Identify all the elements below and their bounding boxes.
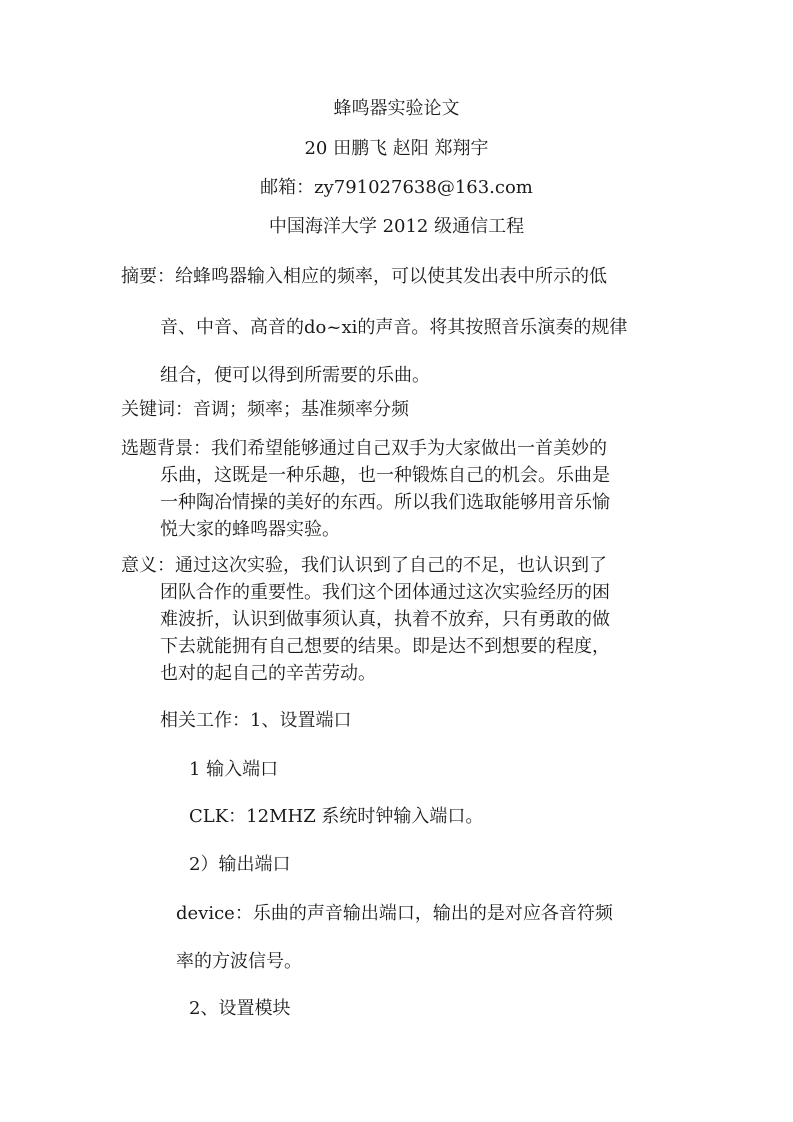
device-description-line-2: 率的方波信号。 (176, 951, 302, 972)
significance-paragraph (121, 552, 610, 687)
abstract-line-1: 摘要：给蜂鸣器输入相应的频率，可以使其发出表中所示的低 (121, 266, 607, 287)
paper-title: 蜂鸣器实验论文 (333, 98, 460, 119)
module-heading: 2、设置模块 (189, 998, 291, 1019)
background-line-4: 悦大家的蜂鸣器实验。 (160, 519, 340, 540)
significance-line-3: 难波折，认识到做事须认真，执着不放弃，只有勇敢的做 (160, 609, 610, 630)
background-paragraph (121, 435, 610, 543)
background-line-3: 一种陶冶情操的美好的东西。所以我们选取能够用音乐愉 (160, 492, 610, 513)
background-line-1: 选题背景：我们希望能够通过自己双手为大家做出一首美妙的 (121, 438, 607, 459)
significance-line-1: 意义：通过这次实验，我们认识到了自己的不足，也认识到了 (121, 555, 607, 576)
work-heading: 相关工作：1、设置端口 (160, 710, 352, 731)
output-port-heading: 2）输出端口 (189, 854, 291, 875)
significance-line-5: 也对的起自己的辛苦劳动。 (160, 663, 376, 684)
affiliation-line: 中国海洋大学 2012 级通信工程 (268, 216, 525, 237)
abstract-line-3: 组合，便可以得到所需要的乐曲。 (160, 365, 430, 386)
abstract-line-2: 音、中音、高音的do~xi的声音。将其按照音乐演奏的规律 (160, 317, 628, 338)
input-port-heading: 1 输入端口 (189, 759, 279, 780)
device-description-line-1: device：乐曲的声音输出端口，输出的是对应各音符频 (176, 903, 613, 924)
clk-description: CLK：12MHZ 系统时钟输入端口。 (189, 806, 484, 827)
background-line-2: 乐曲，这既是一种乐趣，也一种锻炼自己的机会。乐曲是 (160, 465, 610, 486)
significance-line-4: 下去就能拥有自己想要的结果。即是达不到想要的程度， (160, 636, 610, 657)
keywords-line: 关键词：音调；频率；基准频率分频 (121, 399, 409, 420)
authors-line: 20 田鹏飞 赵阳 郑翔宇 (304, 138, 489, 159)
significance-line-2: 团队合作的重要性。我们这个团体通过这次实验经历的困 (160, 582, 610, 603)
email-line: 邮箱：zy791027638@163.com (260, 177, 533, 198)
